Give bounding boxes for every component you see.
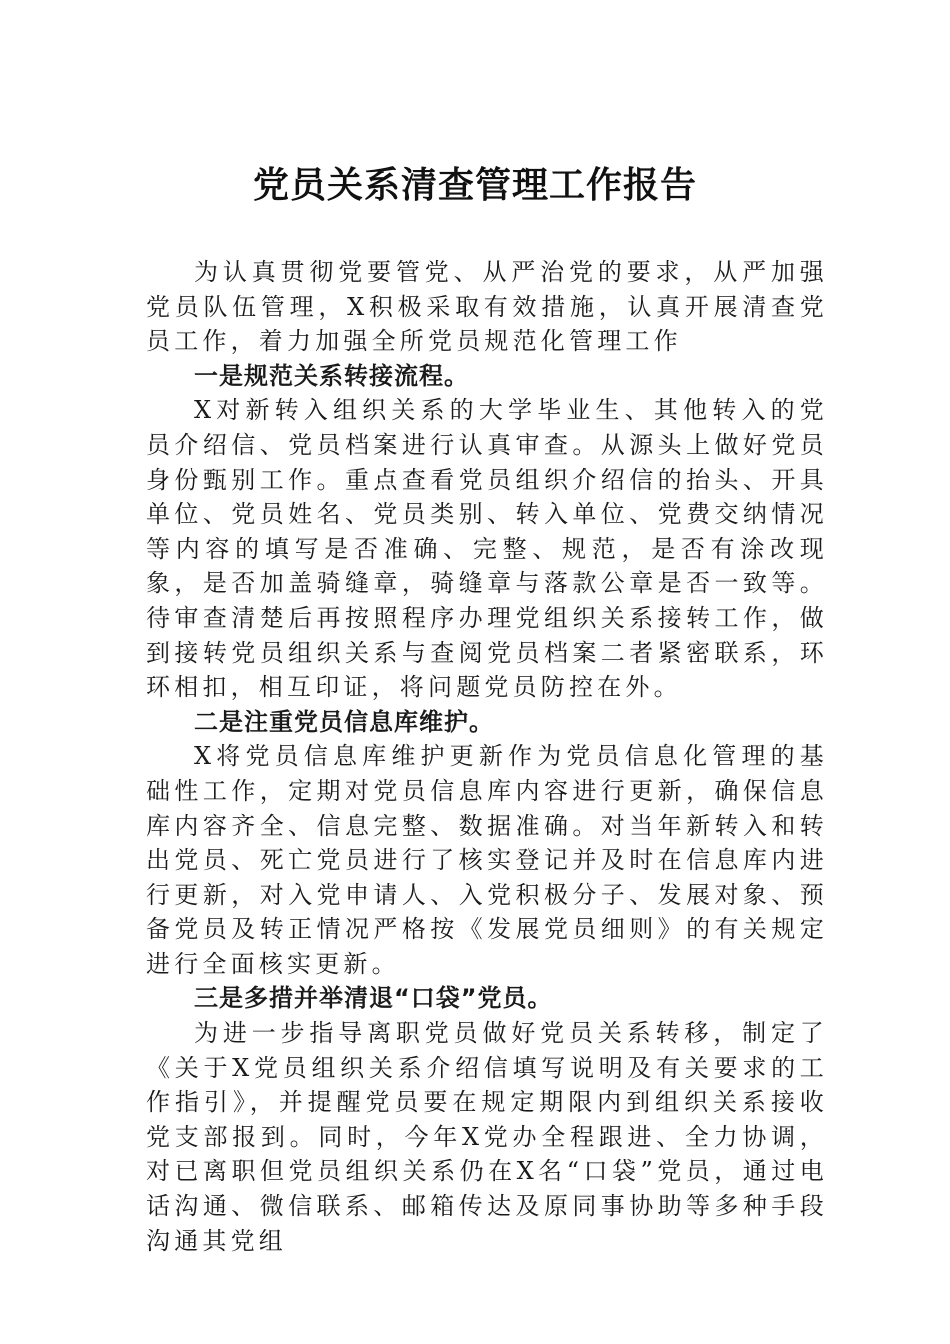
section-2-heading: 二是注重党员信息库维护。 <box>194 707 494 736</box>
section-2-paragraph: X将党员信息库维护更新作为党员信息化管理的基础性工作，定期对党员信息库内容进行更新，确保信息库内容齐全、信息完整、数据准确。对当年新转入和转出党员、死亡党员进行了核实登记并及时在信息库内进行更新，对入党申请人、入党积极分子、发展对象、预备党员及转正情况严格按《发展党员细则》的有关规定进行全面核实更新。 <box>146 742 828 978</box>
section-1-paragraph: X对新转入组织关系的大学毕业生、其他转入的党员介绍信、党员档案进行认真审查。从源头上做好党员身份甄别工作。重点查看党员组织介绍信的抬头、开具单位、党员姓名、党员类别、转入单位、党费交纳情况等内容的填写是否准确、完整、规范，是否有涂改现象，是否加盖骑缝章，骑缝章与落款公章是否一致等。待审查清楚后再按照程序办理党组织关系接转工作，做到接转党员组织关系与查阅党员档案二者紧密联系，环环相扣，相互印证，将问题党员防控在外。 <box>146 396 828 702</box>
intro-paragraph: 为认真贯彻党要管党、从严治党的要求，从严加强党员队伍管理，X积极采取有效措施，认真开展清查党员工作，着力加强全所党员规范化管理工作 <box>146 258 828 356</box>
section-3-heading: 三是多措并举清退“口袋”党员。 <box>194 984 553 1013</box>
document-body <box>146 255 828 1258</box>
section-1-heading: 一是规范关系转接流程。 <box>194 361 469 390</box>
document-title: 党员关系清查管理工作报告 <box>252 164 697 206</box>
section-3-paragraph: 为进一步指导离职党员做好党员关系转移，制定了《关于X党员组织关系介绍信填写说明及有关要求的工作指引》，并提醒党员要在规定期限内到组织关系接收党支部报到。同时，今年X党办全程跟进、全力协调，对已离职但党员组织关系仍在X名“口袋”党员，通过电话沟通、微信联系、邮箱传达及原同事协助等多种手段沟通其党组 <box>146 1019 828 1255</box>
